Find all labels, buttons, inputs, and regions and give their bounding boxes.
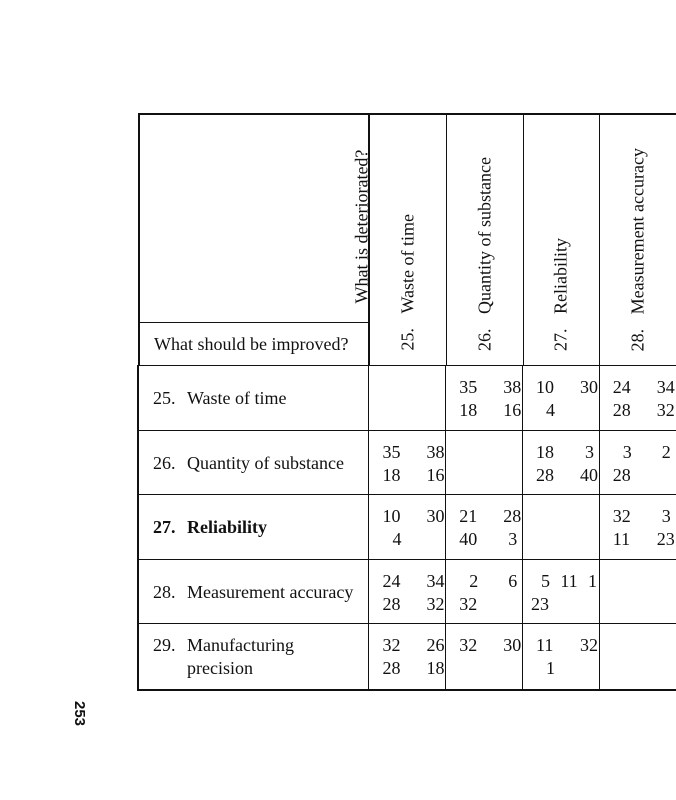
cell-26-26 bbox=[446, 431, 523, 495]
row-header-25: 25. Waste of time bbox=[138, 366, 369, 431]
header-row bbox=[138, 113, 676, 366]
cell-27-26: 21 28 40 3 bbox=[446, 495, 523, 560]
table-row-29 bbox=[138, 624, 676, 690]
row-header-29: 29. Manufacturing precision bbox=[138, 624, 369, 690]
cell-29-25: 32 26 28 18 bbox=[369, 624, 446, 690]
cell-25-28: 24 34 28 32 bbox=[599, 366, 676, 431]
cell-25-27: 10 30 4 bbox=[523, 366, 600, 431]
cell-28-26: 2 6 32 bbox=[446, 560, 523, 624]
table-row-27 bbox=[138, 495, 676, 560]
cell-25-26: 35 38 18 16 bbox=[446, 366, 523, 431]
row-header-27: 27. Reliability bbox=[138, 495, 369, 560]
row-header-26: 26. Quantity of substance bbox=[138, 431, 369, 495]
cell-28-25: 24 34 28 32 bbox=[369, 560, 446, 624]
improved-axis-label: What should be improved? bbox=[154, 334, 349, 354]
cell-27-27 bbox=[523, 495, 600, 560]
cell-28-28 bbox=[599, 560, 676, 624]
cell-27-25: 10 30 4 bbox=[369, 495, 446, 560]
table-row-26 bbox=[138, 431, 676, 495]
page-number: 253 bbox=[71, 700, 89, 726]
cell-25-25 bbox=[369, 366, 446, 431]
cell-29-28 bbox=[599, 624, 676, 690]
contradiction-matrix bbox=[137, 113, 676, 691]
cell-29-27: 11 32 1 bbox=[523, 624, 600, 690]
deteriorated-axis-label: What is deteriorated? bbox=[351, 149, 372, 304]
cell-26-25: 35 38 18 16 bbox=[369, 431, 446, 495]
cell-28-27: 5 11 1 23 bbox=[523, 560, 600, 624]
column-header-25: 25. Waste of time bbox=[369, 113, 446, 366]
row-header-28: 28. Measurement accuracy bbox=[138, 560, 369, 624]
table-row-25 bbox=[138, 366, 676, 431]
cell-26-27: 18 3 28 40 bbox=[523, 431, 600, 495]
corner-cell bbox=[138, 113, 372, 366]
corner-divider bbox=[140, 322, 368, 323]
table-row-28 bbox=[138, 560, 676, 624]
column-header-28: 28. Measurement accuracy bbox=[599, 113, 676, 366]
cell-26-28: 3 2 28 bbox=[599, 431, 676, 495]
cell-27-28: 32 3 11 23 bbox=[599, 495, 676, 560]
column-header-27: 27. Reliability bbox=[523, 113, 600, 366]
column-header-26: 26. Quantity of substance bbox=[446, 113, 523, 366]
cell-29-26: 32 30 bbox=[446, 624, 523, 690]
